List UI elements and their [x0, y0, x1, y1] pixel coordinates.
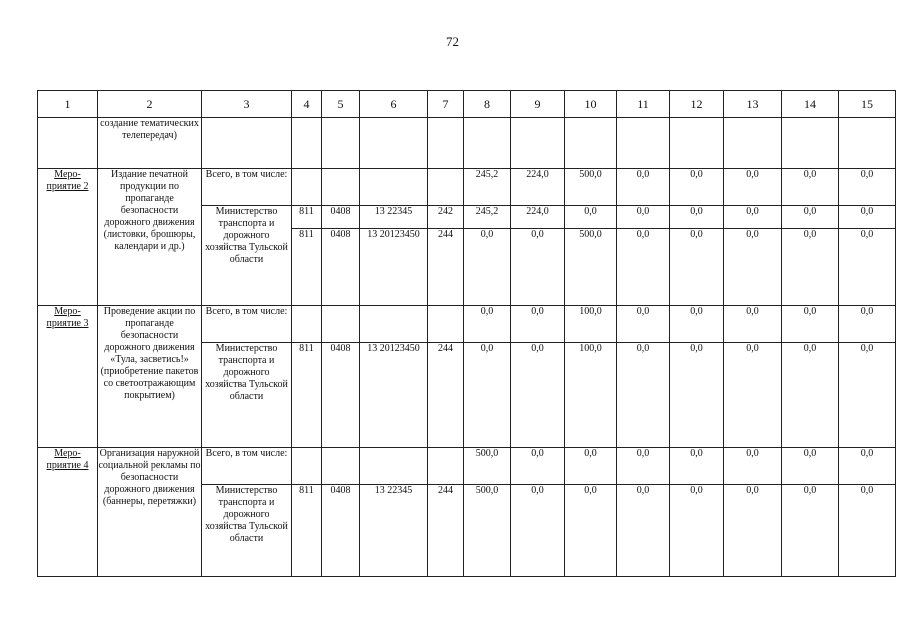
amount-cell: 0,0: [782, 343, 839, 448]
amount-cell: 0,0: [782, 229, 839, 306]
column-header: 11: [617, 91, 670, 118]
amount-cell: 0,0: [617, 485, 670, 577]
amount-cell: 0,0: [839, 343, 896, 448]
amount-cell: 0,0: [670, 448, 724, 485]
empty-cell: [839, 118, 896, 169]
amount-cell: 0,0: [839, 485, 896, 577]
amount-cell: 0,0: [511, 448, 565, 485]
kbk-cell: [292, 306, 322, 343]
empty-cell: [670, 118, 724, 169]
amount-cell: 0,0: [617, 169, 670, 206]
kbk-cell: [360, 169, 428, 206]
empty-cell: [38, 118, 98, 169]
kbk-cell: 13 22345: [360, 206, 428, 229]
event-total-row: [38, 448, 896, 485]
amount-cell: 0,0: [511, 343, 565, 448]
executor-cell: Министерство транспорта и дорожного хозяйства Тульской области: [202, 485, 292, 577]
kbk-cell: [322, 169, 360, 206]
amount-cell: 100,0: [565, 306, 617, 343]
page-number: 72: [446, 34, 459, 49]
amount-cell: 0,0: [839, 229, 896, 306]
kbk-cell: [292, 448, 322, 485]
column-header: 4: [292, 91, 322, 118]
kbk-cell: 13 20123450: [360, 343, 428, 448]
amount-cell: 0,0: [839, 448, 896, 485]
amount-cell: 0,0: [464, 306, 511, 343]
amount-cell: 0,0: [670, 306, 724, 343]
amount-cell: 0,0: [617, 229, 670, 306]
amount-cell: 224,0: [511, 169, 565, 206]
column-header: 2: [98, 91, 202, 118]
kbk-cell: 0408: [322, 206, 360, 229]
amount-cell: 500,0: [565, 229, 617, 306]
column-header: 1: [38, 91, 98, 118]
empty-cell: [292, 118, 322, 169]
amount-cell: 0,0: [464, 229, 511, 306]
column-header: 5: [322, 91, 360, 118]
amount-cell: 100,0: [565, 343, 617, 448]
kbk-cell: 0408: [322, 485, 360, 577]
empty-cell: [782, 118, 839, 169]
amount-cell: 0,0: [782, 169, 839, 206]
amount-cell: 0,0: [464, 343, 511, 448]
amount-cell: 0,0: [617, 306, 670, 343]
amount-cell: 0,0: [565, 206, 617, 229]
empty-cell: [202, 118, 292, 169]
event-description: Организация наружной социальной рекламы по безопасности дорожного движения (баннеры, перетяжки): [98, 448, 202, 577]
kbk-cell: 242: [428, 206, 464, 229]
event-description: Проведение акции по пропаганде безопасности дорожного движения «Тула, засветись!» (приобретение пакетов со светоотражающим покрытием): [98, 306, 202, 448]
kbk-cell: 13 20123450: [360, 229, 428, 306]
kbk-cell: [322, 306, 360, 343]
amount-cell: 0,0: [511, 306, 565, 343]
kbk-cell: [360, 306, 428, 343]
amount-cell: 0,0: [565, 448, 617, 485]
kbk-cell: [360, 448, 428, 485]
amount-cell: 0,0: [511, 229, 565, 306]
continuation-description: создание тематических телепередач): [98, 118, 202, 169]
executor-cell: Всего, в том числе:: [202, 169, 292, 206]
header-row: [38, 91, 896, 118]
amount-cell: 0,0: [670, 206, 724, 229]
amount-cell: 0,0: [617, 206, 670, 229]
event-description: Издание печатной продукции по пропаганде безопасности дорожного движения (листовки, брошюры, календари и др.): [98, 169, 202, 306]
event-label: Меро- приятие 2: [38, 169, 98, 306]
column-header: 3: [202, 91, 292, 118]
amount-cell: 224,0: [511, 206, 565, 229]
continuation-row: [38, 118, 896, 169]
empty-cell: [322, 118, 360, 169]
kbk-cell: [292, 169, 322, 206]
amount-cell: 0,0: [724, 169, 782, 206]
kbk-cell: 244: [428, 229, 464, 306]
amount-cell: 0,0: [670, 343, 724, 448]
kbk-cell: [428, 169, 464, 206]
kbk-cell: 13 22345: [360, 485, 428, 577]
kbk-cell: 244: [428, 343, 464, 448]
empty-cell: [724, 118, 782, 169]
amount-cell: 0,0: [724, 448, 782, 485]
amount-cell: 0,0: [782, 448, 839, 485]
kbk-cell: [322, 448, 360, 485]
kbk-cell: 0408: [322, 343, 360, 448]
empty-cell: [360, 118, 428, 169]
event-label: Меро- приятие 4: [38, 448, 98, 577]
column-header: 9: [511, 91, 565, 118]
empty-cell: [617, 118, 670, 169]
empty-cell: [464, 118, 511, 169]
column-header: 14: [782, 91, 839, 118]
kbk-cell: 244: [428, 485, 464, 577]
column-header: 10: [565, 91, 617, 118]
event-total-row: [38, 306, 896, 343]
amount-cell: 0,0: [782, 485, 839, 577]
amount-cell: 500,0: [565, 169, 617, 206]
amount-cell: 0,0: [839, 169, 896, 206]
kbk-cell: 811: [292, 343, 322, 448]
column-header: 12: [670, 91, 724, 118]
kbk-cell: 811: [292, 229, 322, 306]
amount-cell: 0,0: [782, 206, 839, 229]
column-header: 8: [464, 91, 511, 118]
executor-cell: Всего, в том числе:: [202, 448, 292, 485]
amount-cell: 500,0: [464, 485, 511, 577]
amount-cell: 0,0: [724, 306, 782, 343]
event-total-row: [38, 169, 896, 206]
amount-cell: 0,0: [617, 448, 670, 485]
column-header: 7: [428, 91, 464, 118]
amount-cell: 0,0: [839, 206, 896, 229]
amount-cell: 0,0: [724, 485, 782, 577]
amount-cell: 0,0: [724, 229, 782, 306]
kbk-cell: 0408: [322, 229, 360, 306]
executor-cell: Министерство транспорта и дорожного хозяйства Тульской области: [202, 206, 292, 306]
amount-cell: 0,0: [724, 343, 782, 448]
budget-table: [37, 90, 896, 577]
empty-cell: [511, 118, 565, 169]
kbk-cell: [428, 448, 464, 485]
amount-cell: 0,0: [670, 169, 724, 206]
column-header: 15: [839, 91, 896, 118]
column-header: 6: [360, 91, 428, 118]
kbk-cell: 811: [292, 206, 322, 229]
executor-cell: Всего, в том числе:: [202, 306, 292, 343]
amount-cell: 245,2: [464, 206, 511, 229]
column-header: 13: [724, 91, 782, 118]
amount-cell: 500,0: [464, 448, 511, 485]
executor-cell: Министерство транспорта и дорожного хозяйства Тульской области: [202, 343, 292, 448]
amount-cell: 245,2: [464, 169, 511, 206]
amount-cell: 0,0: [670, 229, 724, 306]
kbk-cell: 811: [292, 485, 322, 577]
empty-cell: [428, 118, 464, 169]
empty-cell: [565, 118, 617, 169]
amount-cell: 0,0: [782, 306, 839, 343]
kbk-cell: [428, 306, 464, 343]
amount-cell: 0,0: [511, 485, 565, 577]
amount-cell: 0,0: [565, 485, 617, 577]
amount-cell: 0,0: [670, 485, 724, 577]
amount-cell: 0,0: [617, 343, 670, 448]
event-label: Меро- приятие 3: [38, 306, 98, 448]
amount-cell: 0,0: [839, 306, 896, 343]
amount-cell: 0,0: [724, 206, 782, 229]
